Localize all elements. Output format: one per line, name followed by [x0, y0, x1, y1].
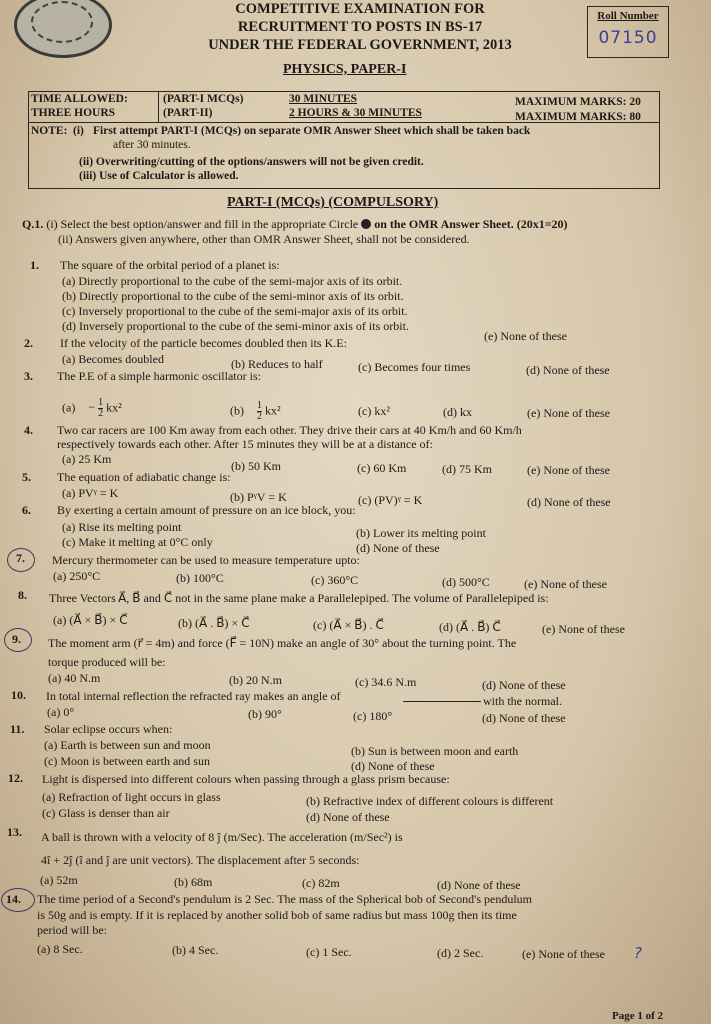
- part2-time: 2 HOURS & 30 MINUTES: [289, 107, 422, 119]
- question-number: 12.: [8, 771, 23, 785]
- roll-number-label: Roll Number: [597, 10, 659, 22]
- part1-time: 30 MINUTES: [289, 93, 358, 105]
- q9-option-d: (d) None of these: [482, 678, 566, 692]
- q3-option-a-fraction: [98, 398, 103, 419]
- header-line-2: RECRUITMENT TO POSTS IN BS-17: [237, 19, 483, 35]
- question-number: 14.: [6, 892, 21, 906]
- question-13-text-2: 4î + 2ĵ (î and ĵ are unit vectors). The displacement after 5 seconds:: [41, 853, 360, 867]
- note-1: First attempt PART-I (MCQs) on separate OMR Answer Sheet which shall be taken back: [93, 125, 531, 137]
- exam-header: [180, 0, 540, 54]
- q6-option-c: (c) Make it melting at 0°C only: [62, 535, 213, 549]
- part1-label: (PART-I MCQs): [163, 93, 244, 105]
- question-9-text-1: The moment arm (r⃗ = 4m) and force (F⃗ = 10N) make an angle of 30° about the turning point. The: [48, 636, 517, 650]
- header-line-3: UNDER THE FEDERAL GOVERNMENT, 2013: [208, 37, 512, 53]
- q11-option-a: (a) Earth is between sun and moon: [44, 738, 211, 752]
- q1-instruction-2: (ii) Answers given anywhere, other than OMR Answer Sheet, shall not be considered.: [58, 232, 470, 246]
- question-5-text: The equation of adiabatic change is:: [57, 470, 231, 484]
- header-line-1: COMPETITIVE EXAMINATION FOR: [235, 1, 485, 17]
- q9-option-c: (c) 34.6 N.m: [355, 675, 417, 689]
- q3-option-a-minus: −: [88, 400, 96, 415]
- q3-option-e: (e) None of these: [527, 406, 610, 420]
- q12-option-a: (a) Refraction of light occurs in glass: [42, 790, 221, 804]
- q14-option-e: (e) None of these: [522, 947, 605, 961]
- question-10-text-b: with the normal.: [483, 694, 562, 708]
- info-divider: [158, 92, 159, 122]
- q4-option-d: (d) 75 Km: [442, 462, 492, 476]
- question-number: 13.: [7, 825, 22, 839]
- time-allowed-label: TIME ALLOWED:: [31, 93, 128, 105]
- question-14-text-1: The time period of a Second's pendulum is 2 Sec. The mass of the Spherical bob of Second's pendulum: [37, 892, 533, 906]
- q13-option-c: (c) 82m: [302, 876, 340, 890]
- section-title: PART-I (MCQs) (COMPULSORY): [227, 195, 439, 210]
- q8-option-b: (b) (A⃗ . B⃗) × C⃗: [178, 616, 250, 630]
- q12-option-c: (c) Glass is denser than air: [42, 806, 170, 820]
- q7-option-a: (a) 250°C: [53, 569, 101, 583]
- question-11-text: Solar eclipse occurs when:: [44, 722, 173, 736]
- question-number: 1.: [30, 258, 39, 272]
- q4-option-c: (c) 60 Km: [357, 461, 407, 475]
- q8-option-e: (e) None of these: [542, 622, 625, 636]
- q1-option-e: (e) None of these: [484, 329, 567, 343]
- q2-option-c: (c) Becomes four times: [358, 360, 471, 374]
- question-1-text: The square of the orbital period of a planet is:: [60, 258, 280, 272]
- q3-option-a-value: kx²: [106, 400, 122, 415]
- max-marks-1: MAXIMUM MARKS: 20: [515, 96, 641, 108]
- q14-option-c: (c) 1 Sec.: [306, 945, 352, 959]
- question-number: 10.: [11, 688, 26, 702]
- q3-option-b: [230, 401, 281, 422]
- q3-option-a: [62, 398, 122, 419]
- note-1-number: (i): [73, 125, 84, 137]
- q5-option-c: (c) (PV)ᵞ = K: [358, 493, 423, 507]
- question-number: 7.: [16, 551, 25, 565]
- q3-b-frac-den: 2: [257, 411, 262, 422]
- question-3-text: The P.E of a simple harmonic oscillator is:: [57, 369, 261, 383]
- q1-option-b: (b) Directly proportional to the cube of the semi-minor axis of its orbit.: [62, 289, 404, 303]
- q8-option-d: (d) (A⃗ . B⃗) C⃗: [439, 620, 501, 634]
- question-number: 11.: [10, 722, 25, 736]
- omr-circle-icon: [361, 219, 371, 229]
- q1-option-a: (a) Directly proportional to the cube of the semi-major axis of its orbit.: [62, 274, 403, 288]
- q12-option-b: (b) Refractive index of different colours is different: [306, 794, 554, 808]
- question-number: 8.: [18, 588, 27, 602]
- q3-a-frac-den: 2: [98, 408, 104, 419]
- q2-option-d: (d) None of these: [526, 363, 610, 377]
- q7-option-b: (b) 100°C: [176, 571, 224, 585]
- q6-option-a: (a) Rise its melting point: [62, 520, 182, 534]
- q1-option-c: (c) Inversely proportional to the cube of the semi-major axis of its orbit.: [62, 304, 408, 318]
- q5-option-d: (d) None of these: [527, 495, 611, 509]
- question-number: 3.: [24, 369, 33, 383]
- q13-option-d: (d) None of these: [437, 878, 521, 892]
- q13-option-b: (b) 68m: [174, 875, 213, 889]
- q10-option-d: (d) None of these: [482, 711, 566, 725]
- q5-option-b: (b) PᵞV = K: [230, 490, 287, 504]
- q9-option-b: (b) 20 N.m: [229, 673, 282, 687]
- q1-option-d: (d) Inversely proportional to the cube of the semi-minor axis of its orbit.: [62, 319, 409, 333]
- question-number: 9.: [12, 632, 21, 646]
- q6-option-d: (d) None of these: [356, 541, 440, 555]
- q11-option-d: (d) None of these: [351, 759, 435, 773]
- q10-blank: [403, 701, 481, 702]
- q14-option-d: (d) 2 Sec.: [437, 946, 484, 960]
- note-label: NOTE:: [31, 125, 68, 137]
- question-2-text: If the velocity of the particle becomes doubled then its K.E:: [60, 336, 347, 350]
- q1-instruction-text: (i) Select the best option/answer and fill in the appropriate Circle: [46, 217, 359, 231]
- q7-option-e: (e) None of these: [524, 577, 607, 591]
- q9-option-a: (a) 40 N.m: [48, 671, 101, 685]
- handwritten-question-mark-icon: ?: [634, 944, 642, 962]
- q11-option-b: (b) Sun is between moon and earth: [351, 744, 519, 758]
- note-1-cont: after 30 minutes.: [113, 139, 191, 151]
- q14-option-a: (a) 8 Sec.: [37, 942, 83, 956]
- q4-option-e: (e) None of these: [527, 463, 610, 477]
- q1-instruction-omr: on the OMR Answer Sheet.: [374, 217, 514, 231]
- q2-option-a: (a) Becomes doubled: [62, 352, 164, 366]
- q14-option-b: (b) 4 Sec.: [172, 943, 219, 957]
- q3-option-b-value: kx²: [265, 403, 281, 418]
- q6-option-b: (b) Lower its melting point: [356, 526, 486, 540]
- q11-option-c: (c) Moon is between earth and sun: [44, 754, 210, 768]
- note-3: (iii) Use of Calculator is allowed.: [79, 170, 239, 182]
- question-10-text: In total internal reflection the refracted ray makes an angle of: [46, 689, 341, 703]
- question-4-text-1: Two car racers are 100 Km away from each other. They drive their cars at 40 Km/h and 60 Km/h: [57, 423, 522, 437]
- three-hours-label: THREE HOURS: [31, 107, 116, 119]
- q8-option-a: (a) (A⃗ × B⃗) × C⃗: [53, 613, 128, 627]
- question-6-text: By exerting a certain amount of pressure on an ice block, you:: [57, 503, 356, 517]
- q2-option-b: (b) Reduces to half: [231, 357, 323, 371]
- question-14-text-2: is 50g and is empty. If it is replaced by another solid bob of same radius but mass 100g then its time: [37, 908, 517, 922]
- question-4-text-2: respectively towards each other. After 15 minutes they will be at a distance of:: [57, 437, 433, 451]
- q3-a-frac-num: 1: [98, 397, 104, 408]
- roll-number-value: 07150: [598, 28, 658, 48]
- question-number: 2.: [24, 336, 33, 350]
- instructions-box: [28, 91, 660, 189]
- question-12-text: Light is dispersed into different colours when passing through a glass prism because:: [42, 772, 450, 786]
- q1-instruction-1: [22, 217, 568, 232]
- question-13-text-1: A ball is thrown with a velocity of 8 ĵ (m/Sec). The acceleration (m/Sec²) is: [41, 830, 403, 844]
- q4-option-a: (a) 25 Km: [62, 452, 112, 466]
- question-14-text-3: period will be:: [37, 923, 107, 937]
- q10-option-b: (b) 90°: [248, 707, 282, 721]
- page-number: Page 1 of 2: [612, 1010, 664, 1022]
- q10-option-c: (c) 180°: [353, 709, 393, 723]
- paper-title: PHYSICS, PAPER-I: [283, 62, 407, 77]
- q7-option-c: (c) 360°C: [311, 573, 359, 587]
- question-number: 4.: [24, 423, 33, 437]
- q8-option-c: (c) (A⃗ × B⃗) . C⃗: [313, 618, 384, 632]
- q5-option-a: (a) PVᵞ = K: [62, 486, 119, 500]
- q3-option-a-label: (a): [62, 400, 76, 415]
- q12-option-d: (d) None of these: [306, 810, 390, 824]
- part2-label: (PART-II): [163, 107, 213, 119]
- government-seal-icon: [14, 0, 112, 58]
- q10-option-a: (a) 0°: [47, 705, 75, 719]
- q3-option-b-label: (b): [230, 403, 244, 418]
- q3-option-b-fraction: [257, 401, 262, 422]
- question-7-text: Mercury thermometer can be used to measure temperature upto:: [52, 553, 360, 567]
- roll-number-box: [587, 6, 669, 58]
- q1-marks: (20x1=20): [516, 217, 568, 231]
- max-marks-2: MAXIMUM MARKS: 80: [515, 111, 641, 123]
- q3-option-c: (c) kx²: [358, 404, 390, 418]
- q1-label: Q.1.: [22, 217, 44, 231]
- q7-option-d: (d) 500°C: [442, 575, 490, 589]
- question-8-text: Three Vectors A⃗, B⃗ and C⃗ not in the same plane make a Parallelepiped. The volume of Parallelepiped is:: [49, 591, 549, 605]
- q13-option-a: (a) 52m: [40, 873, 78, 887]
- question-number: 6.: [22, 503, 31, 517]
- q3-option-d: (d) kx: [443, 405, 472, 419]
- q4-option-b: (b) 50 Km: [231, 459, 281, 473]
- q3-b-frac-num: 1: [257, 400, 262, 411]
- question-9-text-2: torque produced will be:: [48, 655, 166, 669]
- question-number: 5.: [22, 470, 31, 484]
- note-2: (ii) Overwriting/cutting of the options/answers will not be given credit.: [79, 156, 424, 168]
